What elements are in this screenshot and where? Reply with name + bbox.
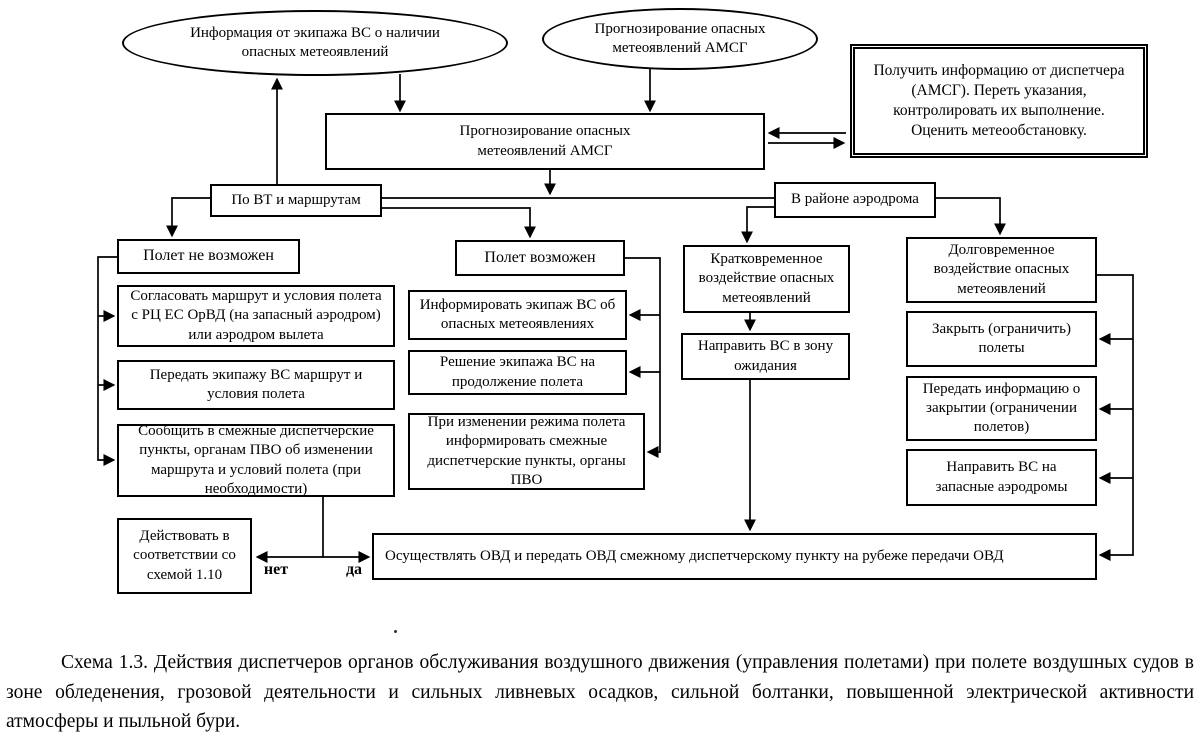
node-agree-route-label: Согласовать маршрут и условия полета с РЦ ЕС ОрВД (на запасный аэродром) или аэродром вылета xyxy=(130,288,382,343)
node-short-impact-label: Кратковременное воздействие опасных метеоявлений xyxy=(698,251,835,306)
node-notify-adjacent-label: Сообщить в смежные диспетчерские пункты, органам ПВО об изменении маршрута и условий полета (при необходимости) xyxy=(138,423,374,497)
figure-caption: Схема 1.3. Действия диспетчеров органов обслуживания воздушного движения (управления полетами) при полете воздушных судов в зоне обледенения, грозовой деятельности и сильных ливневых осадков, сильной болтанки, повышенной электрической активности атмосферы и пыльной бури. xyxy=(6,652,1194,733)
node-flight-possible xyxy=(455,240,625,276)
edge-routes-to-impossible xyxy=(172,198,210,235)
node-near-aerodrome-label: В районе аэродрома xyxy=(791,191,919,208)
edge-aero-to-short xyxy=(747,207,774,241)
node-alternate-aerodromes-label: Направить ВС на запасные аэродромы xyxy=(935,459,1068,495)
node-regime-change xyxy=(408,413,645,490)
node-transmit-route-label: Передать экипажу ВС маршрут и условия полета xyxy=(149,366,363,402)
rail-left xyxy=(98,257,117,460)
edge-label-yes: да xyxy=(345,561,363,578)
node-by-routes-label: По ВТ и маршрутам xyxy=(231,191,361,208)
node-alternate-aerodromes xyxy=(906,449,1097,506)
node-info-from-crew xyxy=(122,10,508,76)
node-near-aerodrome xyxy=(774,182,936,218)
node-forecast-main-label: Прогнозирование опасных метеоявлений АМСГ xyxy=(459,123,631,159)
node-perform-ovd xyxy=(372,533,1097,580)
node-short-impact xyxy=(683,245,850,313)
node-act-per-scheme xyxy=(117,518,252,594)
node-long-impact-label: Долговременное воздействие опасных метеоявлений xyxy=(933,242,1070,297)
node-close-flights xyxy=(906,311,1097,367)
node-crew-decision-label: Решение экипажа ВС на продолжение полета xyxy=(439,354,596,390)
node-info-from-crew-label: Информация от экипажа ВС о наличии опасных метеоявлений xyxy=(190,24,440,60)
edge-aero-to-long xyxy=(936,198,1000,233)
node-forecast-main xyxy=(325,113,765,170)
node-dispatcher-note xyxy=(850,44,1148,158)
node-pass-closure-info-label: Передать информацию о закрытии (ограничении полетов) xyxy=(922,380,1081,436)
node-act-per-scheme-label: Действовать в соответствии со схемой 1.10 xyxy=(133,528,236,583)
node-dispatcher-note-label: Получить информацию от диспетчера (АМСГ). Переть указания, контролировать их выполнение. Оценить метеообстановку. xyxy=(873,62,1125,139)
node-holding-area-label: Направить ВС в зону ожидания xyxy=(697,338,834,374)
node-long-impact xyxy=(906,237,1097,303)
node-forecast-amsg-ellipse xyxy=(542,8,818,70)
node-transmit-route xyxy=(117,360,395,410)
node-inform-crew-label: Информировать экипаж ВС об опасных метеоявлениях xyxy=(419,296,616,332)
node-agree-route xyxy=(117,285,395,347)
node-close-flights-label: Закрыть (ограничить) полеты xyxy=(931,320,1071,356)
node-regime-change-label: При изменении режима полета информировать смежные диспетчерские пункты, органы ПВО xyxy=(427,414,626,488)
edge-routes-to-possible xyxy=(382,208,530,236)
node-notify-adjacent xyxy=(117,424,395,497)
edge-label-no: нет xyxy=(263,561,289,578)
node-flight-impossible xyxy=(117,239,300,274)
node-perform-ovd-label: Осуществлять ОВД и передать ОВД смежному диспетчерскому пункту на рубеже передачи ОВД xyxy=(385,547,1004,564)
node-crew-decision xyxy=(408,350,627,395)
node-holding-area xyxy=(681,333,850,380)
node-pass-closure-info xyxy=(906,376,1097,441)
rail-right xyxy=(1097,275,1133,555)
node-inform-crew xyxy=(408,290,627,340)
node-by-routes xyxy=(210,184,382,217)
scan-speck xyxy=(394,630,397,633)
node-forecast-amsg-ellipse-label: Прогнозирование опасных метеоявлений АМСГ xyxy=(594,20,766,56)
node-flight-possible-label: Полет возможен xyxy=(484,248,596,266)
node-flight-impossible-label: Полет не возможен xyxy=(143,247,274,265)
